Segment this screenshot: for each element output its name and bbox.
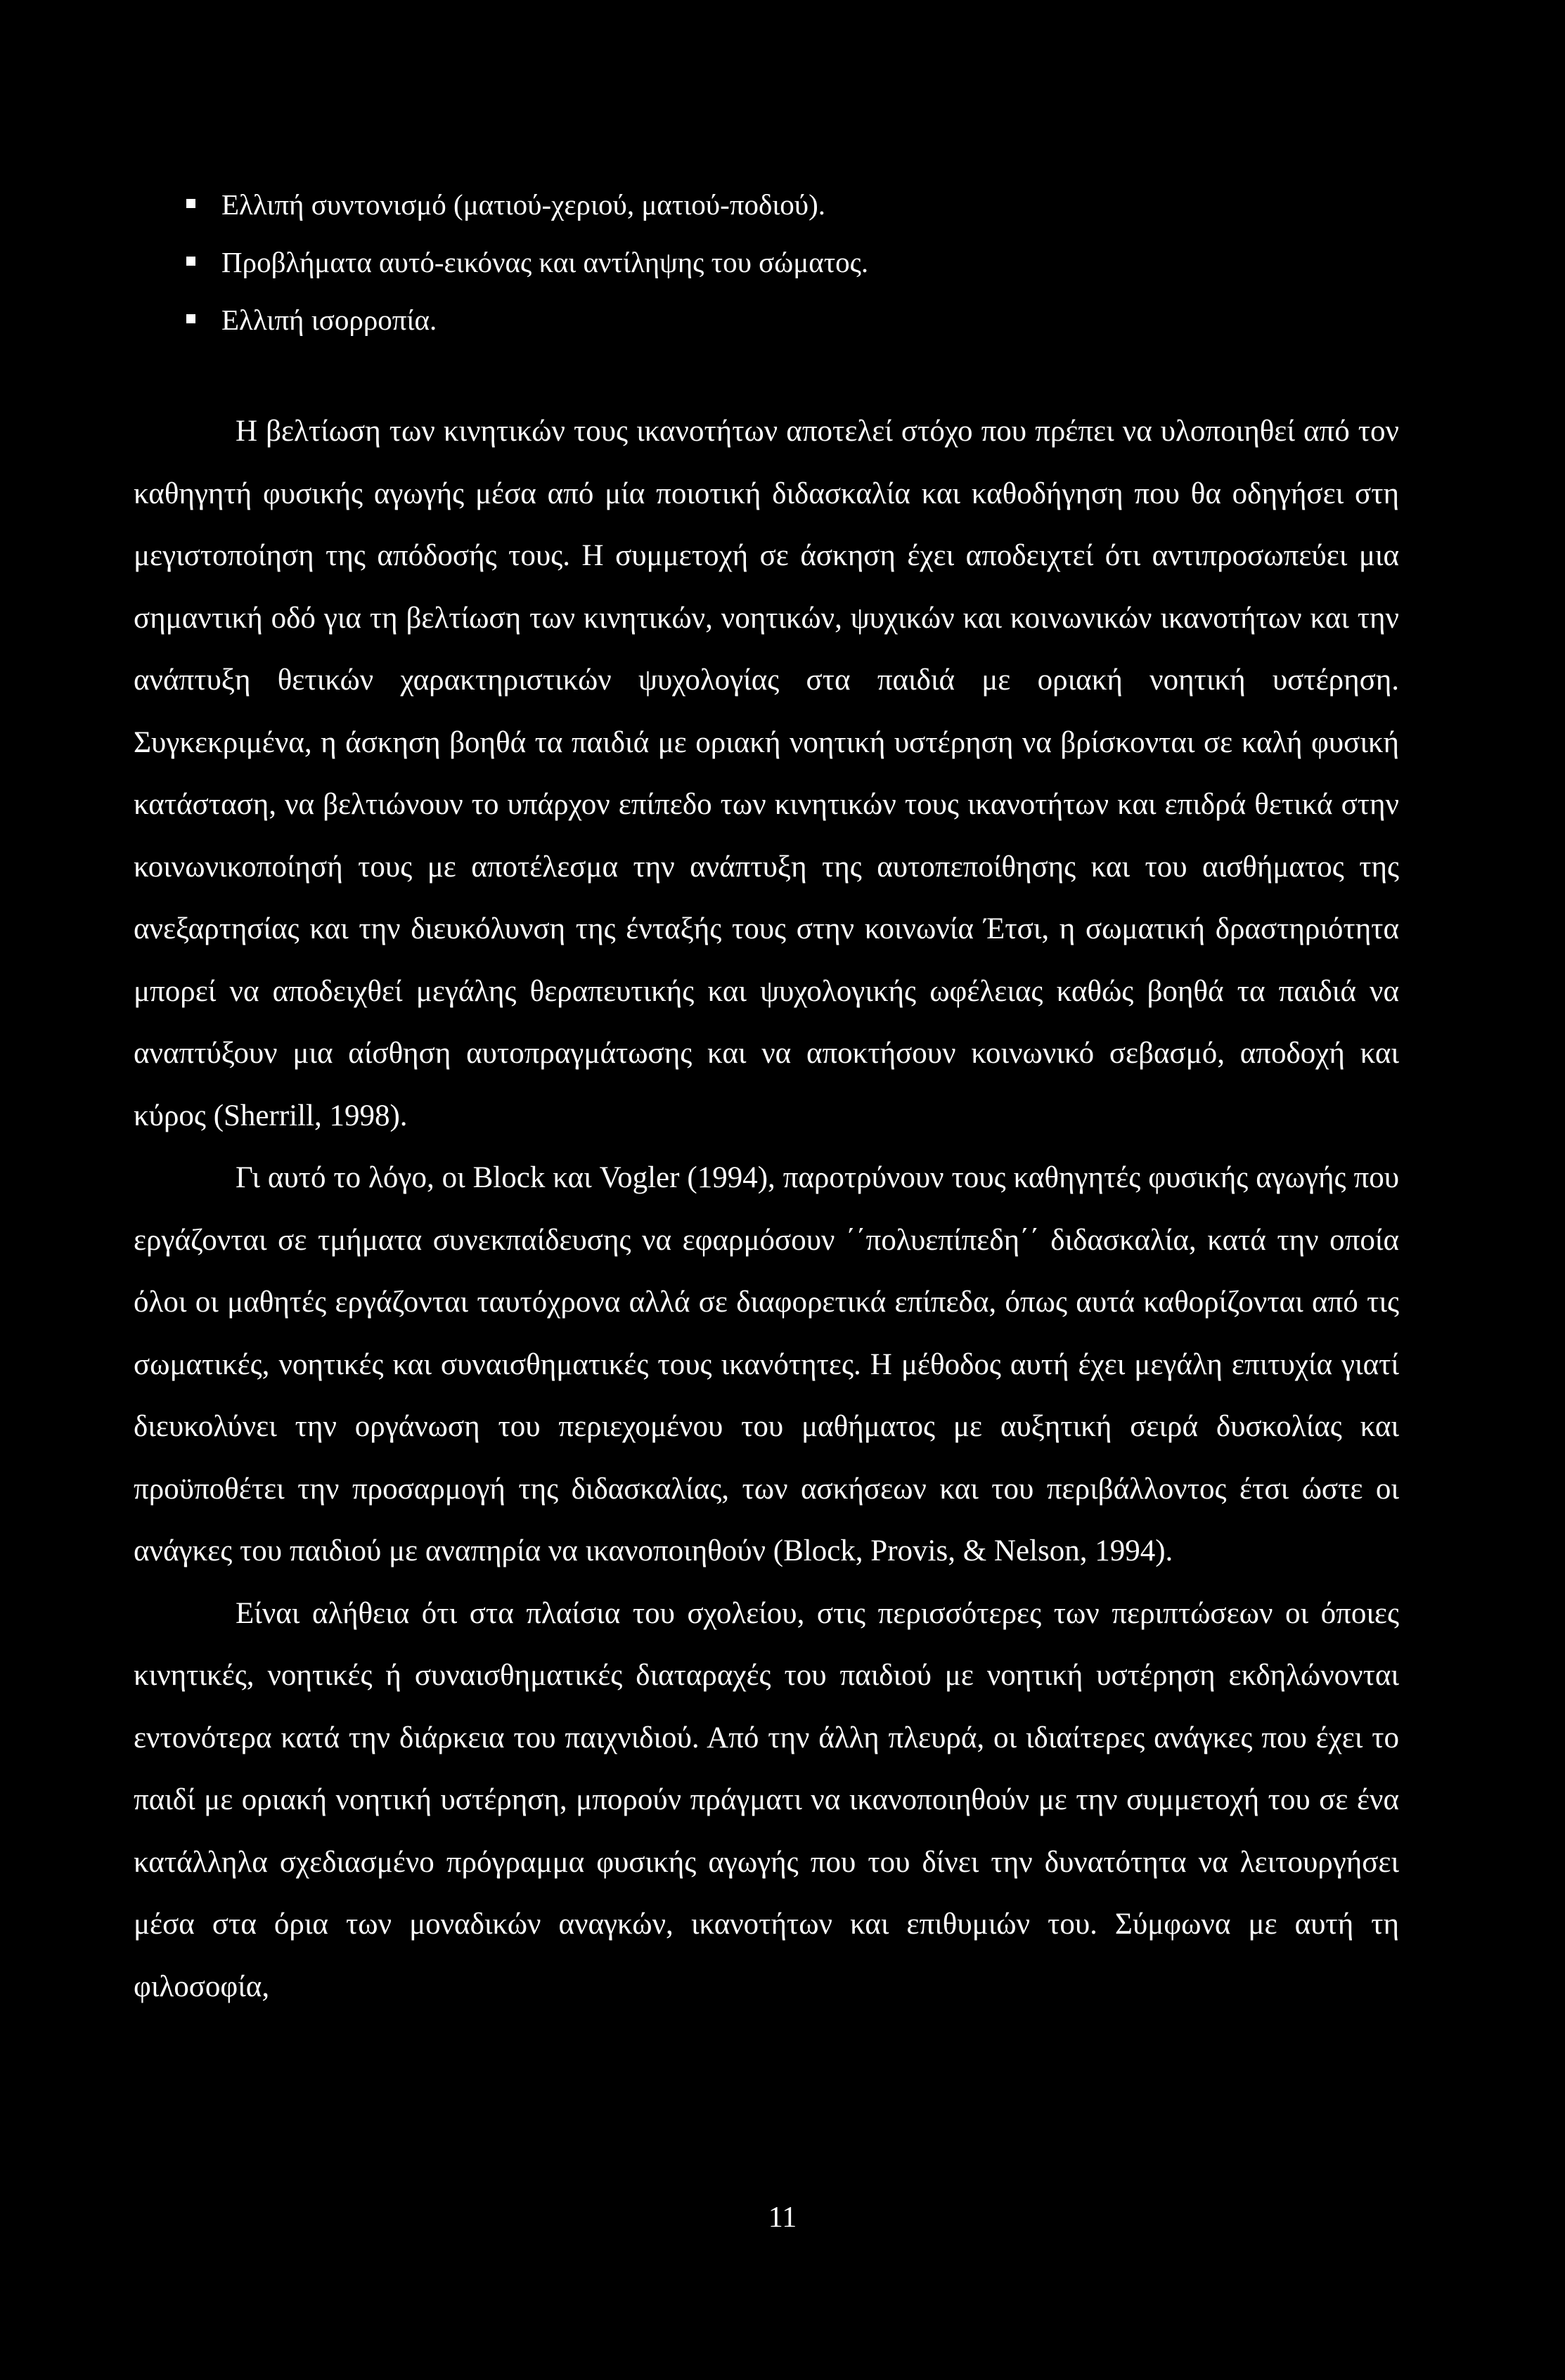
paragraph-motor-skills: Η βελτίωση των κινητικών τους ικανοτήτων αποτελεί στόχο που πρέπει να υλοποιηθεί από τον καθηγητή φυσικής αγωγής μέσα από μία ποιοτική διδασκαλία και καθοδήγηση που θα οδηγήσει στη μεγιστοποίηση της απόδοσής τους. Η συμμετοχή σε άσκηση έχει αποδειχτεί ότι αντιπροσωπεύει μια σημαντική οδό για τη βελτίωση των κινητικών, νοητικών, ψυχικών και κοινωνικών ικανοτήτων και την ανάπτυξη θετικών χαρακτηριστικών ψυχολογίας στα παιδιά με οριακή νοητική υστέρηση. Συγκεκριμένα, η άσκηση βοηθά τα παιδιά με οριακή νοητική υστέρηση να βρίσκονται σε καλή φυσική κατάσταση, να βελτιώνουν το υπάρχον επίπεδο των κινητικών τους ικανοτήτων και επιδρά θετικά στην κοινωνικοποίησή τους με αποτέλεσμα την ανάπτυξη της αυτοπεποίθησης και του αισθήματος της ανεξαρτησίας και την διευκόλυνση της ένταξής τους στην κοινωνία Έτσι, η σωματική δραστηριότητα μπορεί να αποδειχθεί μεγάλης θεραπευτικής και ψυχολογικής ωφέλειας καθώς βοηθά τα παιδιά να αναπτύξουν μια αίσθηση αυτοπραγμάτωσης και να αποκτήσουν κοινωνικό σεβασμό, αποδοχή και κύρος (Sherrill, 1998). [134, 415, 1399, 1132]
bullet-text: Ελλιπή ισορροπία. [221, 304, 437, 336]
page-number: 11 [768, 2201, 797, 2234]
square-bullet-icon [186, 257, 195, 266]
bullet-item [186, 291, 1382, 349]
bullet-item [186, 233, 1382, 291]
paragraph-play-needs: Είναι αλήθεια ότι στα πλαίσια του σχολείου, στις περισσότερες των περιπτώσεων οι όποιες κινητικές, νοητικές ή συναισθηματικές διαταραχές του παιδιού με νοητική υστέρηση εκδηλώνονται εντονότερα κατά την διάρκεια του παιχνιδιού. Από την άλλη πλευρά, οι ιδιαίτερες ανάγκες που έχει το παιδί με οριακή νοητική υστέρηση, μπορούν πράγματι να ικανοποιηθούν με την συμμετοχή του σε ένα κατάλληλα σχεδιασμένο πρόγραμμα φυσικής αγωγής που του δίνει την δυνατότητα να λειτουργήσει μέσα στα όρια των μοναδικών αναγκών, ικανοτήτων και επιθυμιών του. Σύμφωνα με αυτή τη φιλοσοφία, [134, 1596, 1399, 2003]
bullet-text: Προβλήματα αυτό-εικόνας και αντίληψης του σώματος. [221, 246, 869, 278]
bullet-text: Ελλιπή συντονισμό (ματιού-χεριού, ματιού-ποδιού). [221, 188, 825, 221]
paragraph-multilevel-teaching: Γι αυτό το λόγο, οι Block και Vogler (1994), παροτρύνουν τους καθηγητές φυσικής αγωγής που εργάζονται σε τμήματα συνεκπαίδευσης να εφαρμόσουν ΄΄πολυεπίπεδη΄΄ διδασκαλία, κατά την οποία όλοι οι μαθητές εργάζονται ταυτόχρονα αλλά σε διαφορετικά επίπεδα, όπως αυτά καθορίζονται από τις σωματικές, νοητικές και συναισθηματικές τους ικανότητες. Η μέθοδος αυτή έχει μεγάλη επιτυχία γιατί διευκολύνει την οργάνωση του περιεχομένου του μαθήματος με αυξητική σειρά δυσκολίας και προϋποθέτει την προσαρμογή της διδασκαλίας, των ασκήσεων και του περιβάλλοντος έτσι ώστε οι ανάγκες του παιδιού με αναπηρία να ικανοποιηθούν (Block, Provis, & Nelson, 1994). [134, 1161, 1399, 1567]
bullet-list [186, 176, 1382, 349]
bullet-item [186, 176, 1382, 233]
square-bullet-icon [186, 199, 195, 208]
body-text [134, 401, 1399, 2018]
square-bullet-icon [186, 314, 195, 323]
